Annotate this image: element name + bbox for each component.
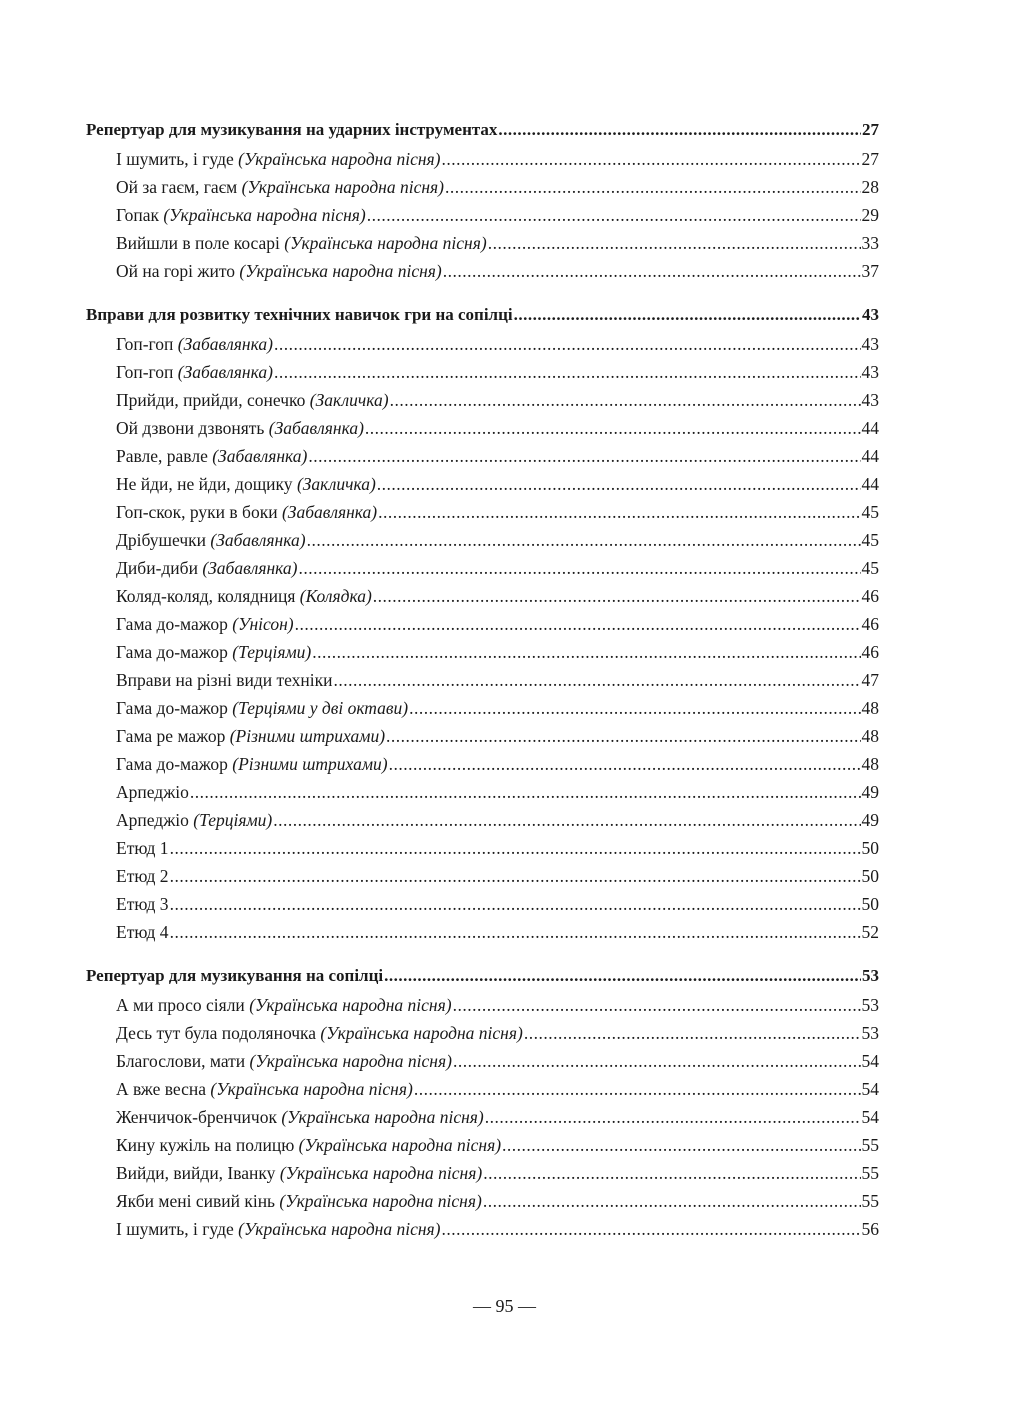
entry-genre-note: (Українська народна пісня) — [238, 149, 441, 169]
dot-leader — [274, 330, 861, 358]
entry-genre-note: (Українська народна пісня) — [249, 1051, 452, 1071]
toc-entry — [86, 834, 879, 862]
entry-page-number: 55 — [861, 1135, 879, 1155]
entry-page-number: 50 — [861, 838, 879, 858]
toc-entry — [86, 806, 879, 834]
section-title: Вправи для розвитку технічних навичок гри на сопілці — [86, 305, 513, 324]
toc-entry — [86, 1215, 879, 1243]
dot-leader — [445, 173, 860, 201]
dot-leader — [442, 145, 861, 173]
entry-page-number: 54 — [861, 1051, 879, 1071]
entry-page-number: 48 — [861, 726, 879, 746]
entry-genre-note: (Забавлянка) — [210, 530, 306, 550]
dot-leader — [483, 1187, 861, 1215]
entry-page-number: 48 — [861, 754, 879, 774]
entry-genre-note: (Забавлянка) — [177, 362, 273, 382]
entry-title: Коляд-коляд, колядниця — [116, 586, 300, 606]
entry-title-group — [116, 862, 169, 890]
entry-title: А ми просо сіяли — [116, 995, 250, 1015]
entry-genre-note: (Закличка) — [296, 474, 376, 494]
dot-leader — [367, 201, 861, 229]
entry-title-group — [116, 722, 385, 750]
entry-title-group — [116, 386, 389, 414]
table-of-contents — [86, 115, 879, 1258]
entry-genre-note: (Терціями у дві октави) — [232, 698, 409, 718]
toc-entry — [86, 330, 879, 358]
entry-page-number: 28 — [861, 177, 879, 197]
entry-title-group — [116, 201, 366, 229]
entry-page-number: 45 — [861, 558, 879, 578]
entry-title-group — [116, 1131, 501, 1159]
toc-entry — [86, 778, 879, 806]
toc-entry — [86, 918, 879, 946]
entry-genre-note: (Закличка) — [309, 390, 389, 410]
dot-leader — [273, 806, 860, 834]
entry-title-group — [116, 1159, 482, 1187]
entry-page-number: 29 — [861, 205, 879, 225]
entry-genre-note: (Забавлянка) — [212, 446, 308, 466]
entry-title-group — [116, 358, 273, 386]
entry-page-number: 53 — [861, 1023, 879, 1043]
dot-leader — [378, 498, 860, 526]
entry-title: Гама до-мажор — [116, 642, 233, 662]
entry-title-group — [116, 1215, 441, 1243]
entry-page-number: 49 — [861, 782, 879, 802]
entry-page-number: 44 — [861, 418, 879, 438]
dot-leader — [307, 526, 861, 554]
entry-title-group — [116, 229, 487, 257]
entry-genre-note: (Терціями) — [193, 810, 273, 830]
toc-entry — [86, 470, 879, 498]
entry-title-group — [116, 1187, 482, 1215]
toc-section — [86, 961, 879, 1243]
dot-leader — [170, 834, 861, 862]
dot-leader — [453, 991, 861, 1019]
entry-title-group — [116, 1047, 452, 1075]
entry-page-number: 33 — [861, 233, 879, 253]
entry-title-group — [116, 1103, 484, 1131]
entry-title: Гопак — [116, 205, 164, 225]
toc-entry — [86, 582, 879, 610]
entry-page-number: 49 — [861, 810, 879, 830]
entry-title-group — [116, 834, 169, 862]
toc-entry — [86, 554, 879, 582]
toc-section — [86, 300, 879, 946]
entry-title-group — [116, 526, 306, 554]
dot-leader — [190, 778, 861, 806]
entry-title: Диби-диби — [116, 558, 203, 578]
entry-title-group — [116, 638, 311, 666]
toc-entry — [86, 1047, 879, 1075]
entry-title-group — [116, 890, 169, 918]
toc-entry — [86, 498, 879, 526]
dot-leader — [409, 694, 860, 722]
entry-page-number: 45 — [861, 502, 879, 522]
dot-leader — [170, 862, 861, 890]
entry-title-group — [116, 442, 307, 470]
toc-entry — [86, 890, 879, 918]
dot-leader — [498, 115, 861, 145]
entry-genre-note: (Українська народна пісня) — [281, 1107, 484, 1127]
entry-title: Кину кужіль на полицю — [116, 1135, 299, 1155]
toc-entry — [86, 862, 879, 890]
section-page-number: 43 — [862, 305, 879, 324]
entry-title: Гоп-скок, руки в боки — [116, 502, 282, 522]
dot-leader — [524, 1019, 861, 1047]
entry-title: Гама до-мажор — [116, 754, 233, 774]
dot-leader — [298, 554, 860, 582]
entry-title: Вийди, вийди, Іванку — [116, 1163, 280, 1183]
entry-title: Етюд 1 — [116, 838, 169, 858]
entry-title-group — [116, 145, 441, 173]
entry-title-group — [116, 806, 272, 834]
toc-entry — [86, 257, 879, 285]
entry-title-group — [116, 498, 377, 526]
toc-entry — [86, 145, 879, 173]
entry-page-number: 44 — [861, 446, 879, 466]
entry-title: Дрібушечки — [116, 530, 211, 550]
dot-leader — [308, 442, 860, 470]
entry-title: Етюд 4 — [116, 922, 169, 942]
entry-genre-note: (Українська народна пісня) — [239, 261, 442, 281]
entry-title: Арпеджіо — [116, 782, 189, 802]
dot-leader — [483, 1159, 860, 1187]
dot-leader — [414, 1075, 861, 1103]
entry-title: А вже весна — [116, 1079, 211, 1099]
toc-entry — [86, 638, 879, 666]
entry-page-number: 53 — [861, 995, 879, 1015]
entry-title-group — [116, 470, 376, 498]
entry-title-group — [116, 414, 364, 442]
entry-page-number: 48 — [861, 698, 879, 718]
entry-genre-note: (Забавлянка) — [202, 558, 298, 578]
entry-page-number: 45 — [861, 530, 879, 550]
entry-title: Не йди, не йди, дощику — [116, 474, 297, 494]
toc-entry — [86, 386, 879, 414]
toc-entry — [86, 1019, 879, 1047]
entry-title-group — [116, 610, 294, 638]
entry-genre-note: (Унісон) — [232, 614, 294, 634]
entry-title: Вийшли в поле косарі — [116, 233, 285, 253]
toc-entry — [86, 666, 879, 694]
toc-entry — [86, 750, 879, 778]
dot-leader — [373, 582, 861, 610]
entry-title: Прийди, прийди, сонечко — [116, 390, 310, 410]
entry-title: І шумить, і гуде — [116, 1219, 239, 1239]
entry-title-group — [116, 173, 444, 201]
entry-title-group — [116, 1019, 523, 1047]
section-page-number: 53 — [862, 966, 879, 985]
toc-entry — [86, 442, 879, 470]
entry-page-number: 43 — [861, 390, 879, 410]
entry-title: Гоп-гоп — [116, 334, 178, 354]
toc-entry — [86, 1075, 879, 1103]
entry-page-number: 56 — [861, 1219, 879, 1239]
entry-page-number: 46 — [861, 642, 879, 662]
entry-genre-note: (Українська народна пісня) — [249, 995, 452, 1015]
entry-page-number: 54 — [861, 1107, 879, 1127]
entry-genre-note: (Різними штрихами) — [229, 726, 386, 746]
entry-genre-note: (Забавлянка) — [268, 418, 364, 438]
entry-page-number: 43 — [861, 362, 879, 382]
page-number: — 95 — — [473, 1296, 536, 1316]
entry-genre-note: (Українська народна пісня) — [163, 205, 366, 225]
entry-title-group — [116, 918, 169, 946]
entry-title: Ой на горі жито — [116, 261, 240, 281]
toc-entry — [86, 1159, 879, 1187]
dot-leader — [384, 961, 861, 991]
entry-genre-note: (Українська народна пісня) — [279, 1163, 483, 1183]
entry-page-number: 52 — [861, 922, 879, 942]
toc-entry — [86, 1103, 879, 1131]
dot-leader — [390, 386, 861, 414]
entry-title: Етюд 3 — [116, 894, 169, 914]
entry-page-number: 27 — [861, 149, 879, 169]
entry-page-number: 55 — [861, 1191, 879, 1211]
entry-page-number: 44 — [861, 474, 879, 494]
entry-title: Благослови, мати — [116, 1051, 250, 1071]
dot-leader — [312, 638, 860, 666]
entry-page-number: 50 — [861, 866, 879, 886]
entry-genre-note: (Українська народна пісня) — [284, 233, 487, 253]
entry-title-group — [116, 257, 442, 285]
entry-title: Гама ре мажор — [116, 726, 230, 746]
entry-title-group — [116, 666, 333, 694]
entry-title: Гоп-гоп — [116, 362, 178, 382]
dot-leader — [502, 1131, 860, 1159]
entry-title-group — [116, 1075, 413, 1103]
entry-title: Арпеджіо — [116, 810, 194, 830]
entry-genre-note: (Українська народна пісня) — [320, 1023, 523, 1043]
dot-leader — [386, 722, 860, 750]
dot-leader — [170, 890, 861, 918]
entry-page-number: 54 — [861, 1079, 879, 1099]
entry-title: Гама до-мажор — [116, 698, 233, 718]
entry-genre-note: (Забавлянка) — [281, 502, 378, 522]
entry-genre-note: (Українська народна пісня) — [279, 1191, 482, 1211]
entry-title-group — [116, 778, 189, 806]
toc-entry — [86, 229, 879, 257]
entry-page-number: 43 — [861, 334, 879, 354]
entry-title: Десь тут була подоляночка — [116, 1023, 321, 1043]
toc-entry — [86, 358, 879, 386]
entry-title-group — [116, 330, 273, 358]
section-title: Репертуар для музикування на ударних інструментах — [86, 120, 498, 139]
entry-title: Женчичок-бренчичок — [116, 1107, 282, 1127]
entry-genre-note: (Українська народна пісня) — [241, 177, 445, 197]
entry-genre-note: (Різними штрихами) — [232, 754, 388, 774]
section-heading — [86, 961, 879, 991]
dot-leader — [443, 257, 861, 285]
toc-entry — [86, 1187, 879, 1215]
entry-page-number: 46 — [861, 614, 879, 634]
section-page-number: 27 — [862, 120, 879, 139]
entry-page-number: 47 — [861, 670, 879, 690]
dot-leader — [334, 666, 861, 694]
entry-title: Вправи на різні види техніки — [116, 670, 333, 690]
dot-leader — [442, 1215, 861, 1243]
dot-leader — [389, 750, 861, 778]
entry-title-group — [116, 750, 388, 778]
toc-entry — [86, 173, 879, 201]
dot-leader — [274, 358, 861, 386]
entry-genre-note: (Українська народна пісня) — [238, 1219, 441, 1239]
dot-leader — [365, 414, 861, 442]
dot-leader — [488, 229, 861, 257]
entry-title-group — [116, 694, 408, 722]
toc-entry — [86, 201, 879, 229]
entry-title-group — [116, 582, 372, 610]
dot-leader — [485, 1103, 861, 1131]
toc-entry — [86, 991, 879, 1019]
section-title: Репертуар для музикування на сопілці — [86, 966, 384, 985]
entry-genre-note: (Терціями) — [232, 642, 312, 662]
entry-title: Ой дзвони дзвонять — [116, 418, 269, 438]
entry-page-number: 50 — [861, 894, 879, 914]
entry-page-number: 46 — [861, 586, 879, 606]
entry-title: Етюд 2 — [116, 866, 169, 886]
entry-title: І шумить, і гуде — [116, 149, 239, 169]
entry-title-group — [116, 554, 297, 582]
toc-section — [86, 115, 879, 285]
dot-leader — [514, 300, 861, 330]
entry-page-number: 55 — [861, 1163, 879, 1183]
toc-entry — [86, 1131, 879, 1159]
toc-entry — [86, 526, 879, 554]
entry-title-group — [116, 991, 452, 1019]
dot-leader — [170, 918, 861, 946]
dot-leader — [377, 470, 861, 498]
toc-entry — [86, 414, 879, 442]
entry-genre-note: (Колядка) — [299, 586, 372, 606]
toc-entry — [86, 610, 879, 638]
toc-entry — [86, 694, 879, 722]
dot-leader — [453, 1047, 861, 1075]
entry-title: Гама до-мажор — [116, 614, 233, 634]
entry-genre-note: (Забавлянка) — [177, 334, 273, 354]
section-heading — [86, 300, 879, 330]
section-heading — [86, 115, 879, 145]
toc-entry — [86, 722, 879, 750]
entry-title: Якби мені сивий кінь — [116, 1191, 280, 1211]
entry-genre-note: (Українська народна пісня) — [298, 1135, 502, 1155]
entry-genre-note: (Українська народна пісня) — [210, 1079, 413, 1099]
entry-title: Равле, равле — [116, 446, 213, 466]
entry-title: Ой за гаєм, гаєм — [116, 177, 242, 197]
entry-page-number: 37 — [861, 261, 879, 281]
dot-leader — [295, 610, 861, 638]
